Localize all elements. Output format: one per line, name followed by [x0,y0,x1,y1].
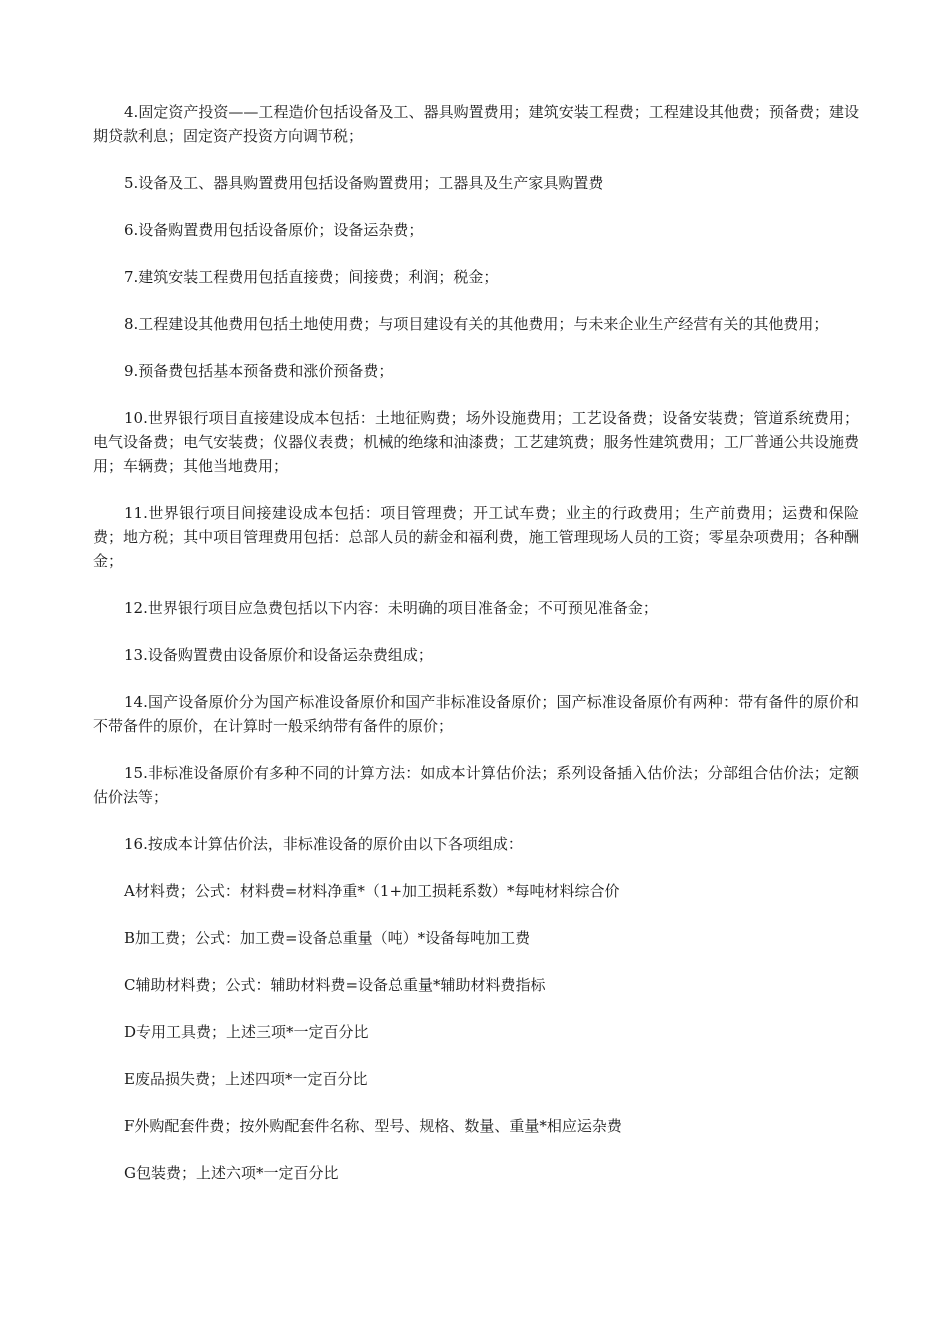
document-body [93,100,859,1208]
item-g-packaging-cost: G包装费；上述六项*一定百分比 [124,1164,339,1182]
paragraph-7: 7.建筑安装工程费用包括直接费；间接费；利润；税金； [124,268,499,286]
paragraph-12: 12.世界银行项目应急费包括以下内容：未明确的项目准备金；不可预见准备金； [124,599,658,617]
paragraph-15: 15.非标准设备原价有多种不同的计算方法：如成本计算估价法；系列设备插入估价法；分部组合估价法；定额估价法等； [93,764,859,806]
paragraph-4: 4.固定资产投资——工程造价包括设备及工、器具购置费用；建筑安装工程费；工程建设其他费；预备费；建设期贷款利息；固定资产投资方向调节税； [93,103,859,145]
item-b-processing-cost: B加工费；公式：加工费=设备总重量（吨）*设备每吨加工费 [124,929,531,947]
paragraph-10: 10.世界银行项目直接建设成本包括：土地征购费；场外设施费用；工艺设备费；设备安装费；管道系统费用；电气设备费；电气安装费；仪器仪表费；机械的绝缘和油漆费；工艺建筑费；服务性建筑费用；工厂普通公共设施费用；车辆费；其他当地费用； [93,409,859,475]
paragraph-14: 14.国产设备原价分为国产标准设备原价和国产非标准设备原价；国产标准设备原价有两种：带有备件的原价和不带备件的原价，在计算时一般采纳带有备件的原价； [93,693,859,735]
item-f-purchased-parts-cost: F外购配套件费；按外购配套件名称、型号、规格、数量、重量*相应运杂费 [124,1117,622,1135]
item-c-auxiliary-material-cost: C辅助材料费；公式：辅助材料费=设备总重量*辅助材料费指标 [124,976,546,994]
paragraph-5: 5.设备及工、器具购置费用包括设备购置费用；工器具及生产家具购置费 [124,174,604,192]
paragraph-13: 13.设备购置费由设备原价和设备运杂费组成； [124,646,433,664]
paragraph-11: 11.世界银行项目间接建设成本包括：项目管理费；开工试车费；业主的行政费用；生产前费用；运费和保险费；地方税；其中项目管理费用包括：总部人员的薪金和福利费，施工管理现场人员的工资；零星杂项费用；各种酬金； [93,504,859,570]
item-d-special-tool-cost: D专用工具费；上述三项*一定百分比 [124,1023,369,1041]
paragraph-8: 8.工程建设其他费用包括土地使用费；与项目建设有关的其他费用；与未来企业生产经营有关的其他费用； [124,315,829,333]
item-a-material-cost: A材料费；公式：材料费=材料净重*（1+加工损耗系数）*每吨材料综合价 [124,882,620,900]
paragraph-9: 9.预备费包括基本预备费和涨价预备费； [124,362,394,380]
paragraph-16: 16.按成本计算估价法，非标准设备的原价由以下各项组成： [124,835,523,853]
paragraph-6: 6.设备购置费用包括设备原价；设备运杂费； [124,221,424,239]
item-e-waste-loss-cost: E废品损失费；上述四项*一定百分比 [124,1070,368,1088]
